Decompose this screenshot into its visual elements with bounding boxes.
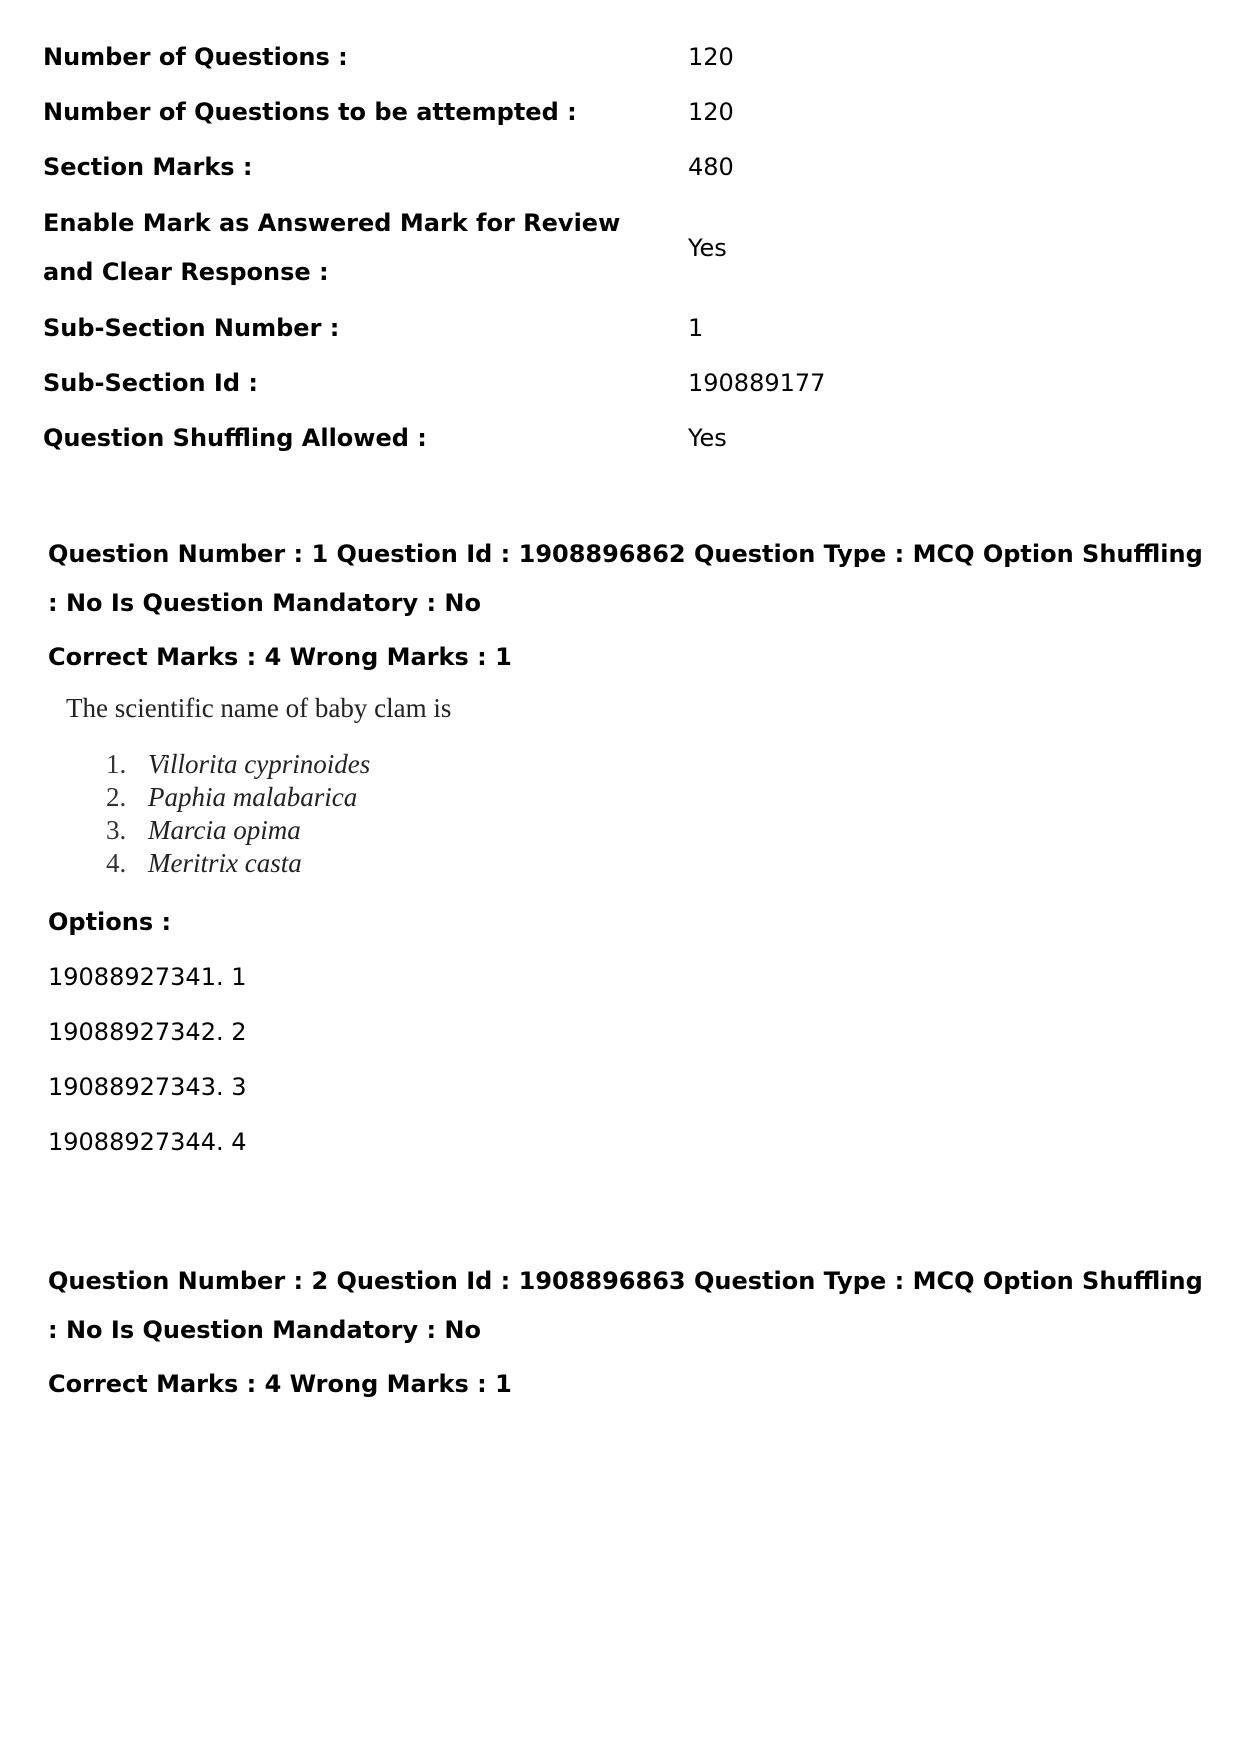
info-label: Section Marks : bbox=[43, 153, 253, 181]
question-stem bbox=[66, 688, 1208, 880]
choice-text: Villorita cyprinoides bbox=[148, 749, 371, 779]
question-choice bbox=[106, 781, 1208, 814]
section-info-table bbox=[43, 30, 1193, 466]
choice-number: 3. bbox=[106, 815, 127, 845]
choice-number: 1. bbox=[106, 749, 127, 779]
option-line: 19088927341. 1 bbox=[48, 963, 247, 991]
info-value: 190889177 bbox=[688, 369, 826, 397]
option-line: 19088927342. 2 bbox=[48, 1018, 247, 1046]
info-value: 480 bbox=[688, 153, 734, 181]
question-stem-text: The scientific name of baby clam is bbox=[66, 693, 452, 723]
choice-text: Marcia opima bbox=[148, 815, 301, 845]
question-block-2 bbox=[48, 1257, 1208, 1409]
question-choice bbox=[106, 814, 1208, 847]
info-row-question-shuffling bbox=[43, 411, 1193, 466]
info-value: Yes bbox=[688, 424, 727, 452]
question-header: Question Number : 2 Question Id : 1908896863 Question Type : MCQ Option Shuffling : No Is Question Mandatory : No bbox=[48, 1267, 1203, 1344]
choice-text: Paphia malabarica bbox=[148, 782, 358, 812]
question-choice bbox=[106, 748, 1208, 781]
question-header: Question Number : 1 Question Id : 1908896862 Question Type : MCQ Option Shuffling : No Is Question Mandatory : No bbox=[48, 540, 1203, 617]
option-line: 19088927343. 3 bbox=[48, 1073, 247, 1101]
choice-number: 4. bbox=[106, 848, 127, 878]
option-line: 19088927344. 4 bbox=[48, 1128, 247, 1156]
info-row-sub-section-id bbox=[43, 356, 1193, 411]
info-row-number-of-questions bbox=[43, 30, 1193, 85]
info-value: 1 bbox=[688, 314, 704, 342]
info-label: Number of Questions to be attempted : bbox=[43, 98, 577, 126]
question-choice-list bbox=[66, 748, 1208, 880]
info-label: Enable Mark as Answered Mark for Review and Clear Response : bbox=[43, 209, 621, 286]
info-label: Sub-Section Id : bbox=[43, 369, 258, 397]
info-label: Number of Questions : bbox=[43, 43, 348, 71]
info-row-enable-mark-review bbox=[43, 195, 1193, 301]
info-label: Sub-Section Number : bbox=[43, 314, 340, 342]
question-choice bbox=[106, 847, 1208, 880]
info-label: Question Shuffling Allowed : bbox=[43, 424, 427, 452]
choice-number: 2. bbox=[106, 782, 127, 812]
info-value: 120 bbox=[688, 98, 734, 126]
info-row-sub-section-number bbox=[43, 301, 1193, 356]
question-marks: Correct Marks : 4 Wrong Marks : 1 bbox=[48, 1370, 512, 1398]
question-marks: Correct Marks : 4 Wrong Marks : 1 bbox=[48, 643, 512, 671]
info-row-questions-to-attempt bbox=[43, 85, 1193, 140]
choice-text: Meritrix casta bbox=[148, 848, 302, 878]
options-label: Options : bbox=[48, 908, 172, 936]
info-row-section-marks bbox=[43, 140, 1193, 195]
info-value: 120 bbox=[688, 43, 734, 71]
info-value: Yes bbox=[688, 233, 727, 262]
question-block-1 bbox=[48, 530, 1208, 1167]
